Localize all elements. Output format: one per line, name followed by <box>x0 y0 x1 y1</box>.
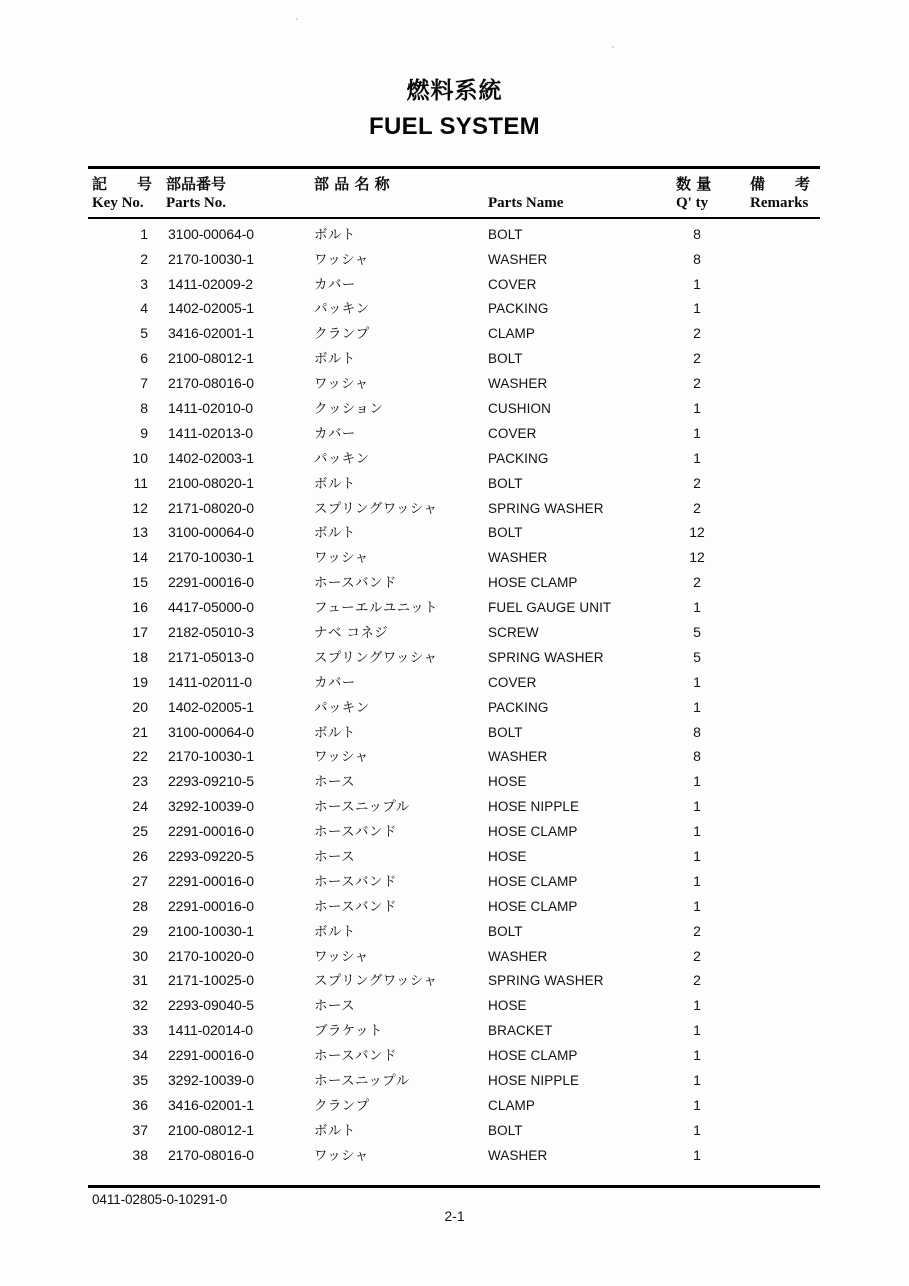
cell-part-name-en: SCREW <box>488 625 539 640</box>
table-row <box>88 998 820 1023</box>
cell-part-no: 4417-05000-0 <box>168 599 254 616</box>
cell-part-no: 2293-09040-5 <box>168 997 254 1014</box>
cell-part-name-jp: ワッシャ <box>314 948 369 965</box>
cell-quantity: 1 <box>693 1096 701 1113</box>
scan-speckle <box>612 46 614 48</box>
cell-part-no: 1402-02005-1 <box>168 300 254 317</box>
cell-part-name-en: HOSE CLAMP <box>488 1048 578 1064</box>
cell-part-name-jp: パッキン <box>314 301 370 318</box>
cell-quantity: 1 <box>693 698 701 715</box>
footer-rule <box>88 1185 820 1188</box>
cell-quantity: 8 <box>693 748 701 765</box>
cell-quantity: 1 <box>693 1047 701 1064</box>
cell-part-name-en: COVER <box>488 276 537 292</box>
cell-quantity: 2 <box>693 972 701 989</box>
cell-part-name-en: COVER <box>488 425 537 441</box>
cell-part-name-en: BOLT <box>488 351 523 367</box>
page-title-japanese: 燃料系統 <box>406 78 503 104</box>
cell-part-name-en: BOLT <box>488 923 523 939</box>
cell-quantity: 1 <box>693 1072 701 1089</box>
table-row <box>88 600 820 625</box>
table-row <box>88 401 820 426</box>
cell-quantity: 2 <box>693 325 701 342</box>
cell-part-no: 2170-08016-0 <box>168 1146 254 1163</box>
table-row <box>88 1148 820 1173</box>
cell-part-name-en: BRACKET <box>488 1023 553 1039</box>
cell-key-no: 15 <box>132 574 148 591</box>
cell-part-name-en: HOSE <box>488 849 527 865</box>
cell-key-no: 13 <box>132 524 148 541</box>
cell-part-name-jp: ホースバンド <box>314 824 397 841</box>
cell-part-name-jp: パッキン <box>314 450 370 467</box>
footer-document-number: 0411-02805-0-10291-0 <box>92 1192 228 1207</box>
column-header-parts-name-jp: 部 品 名 称 <box>314 175 390 193</box>
cell-part-no: 3416-02001-1 <box>168 325 254 342</box>
table-body <box>88 219 820 1173</box>
cell-part-no: 2293-09210-5 <box>168 773 254 790</box>
cell-part-name-en: WASHER <box>488 749 548 765</box>
cell-part-name-en: SPRING WASHER <box>488 500 604 516</box>
cell-part-name-jp: クッション <box>314 400 384 417</box>
cell-quantity: 8 <box>693 225 701 242</box>
footer-page-number: 2-1 <box>444 1208 465 1224</box>
table-row <box>88 700 820 725</box>
cell-quantity: 1 <box>693 848 701 865</box>
cell-quantity: 1 <box>693 773 701 790</box>
cell-part-no: 2171-10025-0 <box>168 972 254 989</box>
cell-part-no: 1402-02003-1 <box>168 449 254 466</box>
cell-part-name-jp: ボルト <box>314 226 356 243</box>
cell-quantity: 1 <box>693 599 701 616</box>
cell-part-no: 1411-02009-2 <box>168 275 253 292</box>
cell-key-no: 14 <box>132 549 148 566</box>
cell-part-name-en: HOSE CLAMP <box>488 575 578 591</box>
table-row <box>88 227 820 252</box>
cell-part-no: 3100-00064-0 <box>168 723 254 740</box>
cell-key-no: 10 <box>132 449 148 466</box>
cell-part-name-en: SPRING WASHER <box>488 649 604 665</box>
cell-part-name-jp: ブラケット <box>314 1023 383 1040</box>
cell-part-no: 2291-00016-0 <box>168 872 254 889</box>
table-row <box>88 1073 820 1098</box>
table-row <box>88 426 820 451</box>
cell-quantity: 1 <box>693 424 701 441</box>
cell-key-no: 4 <box>140 300 148 317</box>
cell-part-name-jp: ボルト <box>314 1122 356 1139</box>
cell-part-no: 2170-10030-1 <box>168 748 254 765</box>
table-row <box>88 525 820 550</box>
cell-part-name-jp: カバー <box>314 276 356 293</box>
cell-part-name-en: WASHER <box>488 948 548 964</box>
cell-key-no: 27 <box>132 872 148 889</box>
cell-key-no: 6 <box>140 350 148 367</box>
cell-key-no: 34 <box>132 1047 148 1064</box>
table-row <box>88 824 820 849</box>
table-row <box>88 899 820 924</box>
cell-part-name-jp: フューエルユニット <box>314 600 438 617</box>
cell-part-no: 2171-05013-0 <box>168 648 254 665</box>
column-header-quantity: 数 量 Q' ty <box>676 175 712 212</box>
table-row <box>88 774 820 799</box>
cell-key-no: 20 <box>132 698 148 715</box>
cell-part-name-en: FUEL GAUGE UNIT <box>488 600 612 616</box>
cell-part-no: 2291-00016-0 <box>168 897 254 914</box>
column-header-remarks: 備 考 Remarks <box>750 175 811 212</box>
cell-part-name-jp: ホースバンド <box>314 898 397 915</box>
table-row <box>88 1123 820 1148</box>
cell-part-name-en: HOSE NIPPLE <box>488 799 580 815</box>
cell-part-no: 1411-02013-0 <box>168 424 253 441</box>
table-row <box>88 949 820 974</box>
table-row <box>88 749 820 774</box>
cell-part-no: 2100-10030-1 <box>168 922 254 939</box>
cell-part-no: 2170-10030-1 <box>168 549 254 566</box>
cell-part-name-en: WASHER <box>488 376 548 392</box>
cell-quantity: 2 <box>693 474 701 491</box>
cell-quantity: 5 <box>693 648 701 665</box>
cell-part-name-jp: ホース <box>314 998 356 1015</box>
cell-quantity: 1 <box>693 449 701 466</box>
table-row <box>88 326 820 351</box>
cell-part-name-en: BOLT <box>488 475 523 491</box>
cell-part-no: 2170-08016-0 <box>168 375 254 392</box>
cell-part-no: 2291-00016-0 <box>168 574 254 591</box>
cell-part-name-en: HOSE NIPPLE <box>488 1073 580 1089</box>
table-row <box>88 351 820 376</box>
cell-quantity: 1 <box>693 300 701 317</box>
cell-part-name-en: HOSE <box>488 998 527 1014</box>
page-title-block <box>0 78 909 141</box>
table-header-row <box>88 169 820 217</box>
cell-part-name-jp: パッキン <box>314 699 370 716</box>
cell-part-no: 2291-00016-0 <box>168 1047 254 1064</box>
table-row <box>88 277 820 302</box>
cell-key-no: 2 <box>140 250 148 267</box>
cell-key-no: 33 <box>132 1022 148 1039</box>
cell-key-no: 25 <box>132 823 148 840</box>
cell-part-no: 3100-00064-0 <box>168 524 254 541</box>
cell-part-name-en: WASHER <box>488 251 548 267</box>
cell-part-name-en: PACKING <box>488 450 549 466</box>
table-row <box>88 650 820 675</box>
cell-key-no: 22 <box>132 748 148 765</box>
cell-part-name-en: HOSE CLAMP <box>488 898 578 914</box>
cell-part-name-jp: ホースバンド <box>314 1048 397 1065</box>
cell-part-name-jp: ワッシャ <box>314 550 369 567</box>
cell-part-name-en: HOSE CLAMP <box>488 824 578 840</box>
column-header-key-no: 記 号 Key No. <box>92 175 153 212</box>
table-row <box>88 924 820 949</box>
cell-part-no: 2291-00016-0 <box>168 823 254 840</box>
cell-part-name-en: HOSE <box>488 774 527 790</box>
cell-part-name-en: CLAMP <box>488 1097 536 1113</box>
table-row <box>88 849 820 874</box>
cell-part-name-en: CUSHION <box>488 400 551 416</box>
cell-part-no: 2293-09220-5 <box>168 848 254 865</box>
cell-quantity: 1 <box>693 997 701 1014</box>
cell-quantity: 1 <box>693 1146 701 1163</box>
cell-part-name-en: HOSE CLAMP <box>488 873 578 889</box>
cell-quantity: 1 <box>693 399 701 416</box>
cell-part-name-jp: ボルト <box>314 923 356 940</box>
cell-part-no: 1411-02010-0 <box>168 399 253 416</box>
cell-part-name-jp: クランプ <box>314 326 370 343</box>
cell-part-name-jp: スプリングワッシャ <box>314 649 438 666</box>
table-row <box>88 1098 820 1123</box>
cell-part-no: 2170-10030-1 <box>168 250 254 267</box>
cell-part-name-en: COVER <box>488 674 537 690</box>
cell-part-name-en: PACKING <box>488 699 549 715</box>
page-title-english: FUEL SYSTEM <box>369 113 540 141</box>
cell-quantity: 2 <box>693 922 701 939</box>
table-row <box>88 476 820 501</box>
cell-key-no: 38 <box>132 1146 148 1163</box>
table-row <box>88 874 820 899</box>
table-row <box>88 625 820 650</box>
cell-quantity: 1 <box>693 1121 701 1138</box>
cell-part-name-jp: ホースバンド <box>314 873 397 890</box>
cell-part-name-en: BOLT <box>488 226 523 242</box>
cell-quantity: 1 <box>693 673 701 690</box>
table-row <box>88 973 820 998</box>
table-row <box>88 1048 820 1073</box>
cell-part-name-jp: ワッシャ <box>314 251 369 268</box>
cell-part-no: 3292-10039-0 <box>168 1072 254 1089</box>
cell-quantity: 1 <box>693 1022 701 1039</box>
cell-key-no: 17 <box>132 624 148 640</box>
table-row <box>88 725 820 750</box>
cell-key-no: 36 <box>132 1096 148 1113</box>
cell-quantity: 1 <box>693 872 701 889</box>
cell-part-name-en: CLAMP <box>488 326 536 342</box>
cell-key-no: 11 <box>133 474 148 491</box>
cell-key-no: 24 <box>132 798 148 815</box>
parts-table <box>88 166 820 1173</box>
cell-part-name-en: BOLT <box>488 724 523 740</box>
cell-part-name-jp: ワッシャ <box>314 1147 369 1164</box>
cell-part-no: 2170-10020-0 <box>168 947 254 964</box>
scan-speckle <box>296 18 298 20</box>
table-row <box>88 799 820 824</box>
cell-part-no: 3100-00064-0 <box>168 225 254 242</box>
cell-part-no: 3416-02001-1 <box>168 1096 254 1113</box>
cell-part-name-jp: ボルト <box>314 475 356 492</box>
cell-key-no: 8 <box>140 399 148 416</box>
cell-part-name-en: BOLT <box>488 525 523 541</box>
cell-part-name-en: WASHER <box>488 1147 548 1163</box>
column-header-parts-name-en: Parts Name <box>488 195 564 212</box>
cell-part-no: 2182-05010-3 <box>168 624 254 640</box>
cell-part-name-jp: ホース <box>314 849 356 866</box>
cell-quantity: 2 <box>693 350 701 367</box>
cell-key-no: 37 <box>132 1121 148 1138</box>
cell-key-no: 19 <box>132 673 148 690</box>
cell-quantity: 8 <box>693 250 701 267</box>
cell-part-no: 2100-08020-1 <box>168 474 254 491</box>
cell-quantity: 12 <box>689 549 705 566</box>
cell-quantity: 2 <box>693 947 701 964</box>
cell-part-name-jp: ホースバンド <box>314 575 397 592</box>
cell-key-no: 7 <box>140 375 148 392</box>
cell-part-no: 1402-02005-1 <box>168 698 254 715</box>
cell-part-name-en: PACKING <box>488 301 549 317</box>
cell-key-no: 9 <box>140 424 148 441</box>
cell-part-no: 2100-08012-1 <box>168 350 254 367</box>
cell-quantity: 1 <box>693 823 701 840</box>
cell-part-name-jp: ボルト <box>314 724 356 741</box>
cell-part-name-jp: スプリングワッシャ <box>314 500 438 517</box>
table-row <box>88 252 820 277</box>
cell-quantity: 2 <box>693 375 701 392</box>
cell-key-no: 32 <box>132 997 148 1014</box>
table-row <box>88 1023 820 1048</box>
cell-part-name-jp: ナベ コネジ <box>314 625 389 641</box>
cell-quantity: 8 <box>693 723 701 740</box>
cell-part-name-jp: クランプ <box>314 1097 370 1114</box>
cell-key-no: 3 <box>140 275 148 292</box>
cell-part-name-jp: カバー <box>314 425 356 442</box>
cell-key-no: 35 <box>132 1072 148 1089</box>
cell-quantity: 1 <box>693 897 701 914</box>
cell-part-name-en: WASHER <box>488 550 548 566</box>
cell-quantity: 5 <box>693 624 701 640</box>
cell-quantity: 1 <box>693 798 701 815</box>
table-row <box>88 675 820 700</box>
cell-part-name-en: BOLT <box>488 1122 523 1138</box>
table-row <box>88 501 820 526</box>
cell-part-no: 2100-08012-1 <box>168 1121 254 1138</box>
cell-part-name-jp: ボルト <box>314 351 356 368</box>
cell-key-no: 18 <box>132 648 148 665</box>
cell-part-name-jp: スプリングワッシャ <box>314 973 438 990</box>
cell-part-name-jp: ワッシャ <box>314 376 369 393</box>
cell-key-no: 21 <box>132 723 148 740</box>
cell-key-no: 12 <box>132 499 148 516</box>
cell-key-no: 23 <box>132 773 148 790</box>
cell-part-name-jp: ボルト <box>314 525 356 542</box>
cell-part-name-jp: ワッシャ <box>314 749 369 766</box>
table-row <box>88 301 820 326</box>
table-row <box>88 451 820 476</box>
cell-key-no: 30 <box>132 947 148 964</box>
cell-part-no: 2171-08020-0 <box>168 499 254 516</box>
table-row <box>88 376 820 401</box>
cell-key-no: 16 <box>132 599 148 616</box>
cell-quantity: 2 <box>693 499 701 516</box>
cell-key-no: 31 <box>132 972 148 989</box>
cell-key-no: 29 <box>132 922 148 939</box>
cell-part-name-jp: ホースニップル <box>314 1073 410 1090</box>
table-row <box>88 550 820 575</box>
cell-part-name-en: SPRING WASHER <box>488 973 604 989</box>
cell-part-name-jp: カバー <box>314 674 356 691</box>
cell-key-no: 26 <box>132 848 148 865</box>
cell-key-no: 28 <box>132 897 148 914</box>
cell-part-name-jp: ホースニップル <box>314 799 410 816</box>
cell-quantity: 12 <box>689 524 705 541</box>
cell-quantity: 2 <box>693 574 701 591</box>
cell-part-no: 3292-10039-0 <box>168 798 254 815</box>
cell-key-no: 1 <box>140 225 148 242</box>
column-header-parts-no: 部品番号 Parts No. <box>166 175 227 212</box>
cell-quantity: 1 <box>693 275 701 292</box>
cell-key-no: 5 <box>140 325 148 342</box>
table-row <box>88 575 820 600</box>
cell-part-no: 1411-02014-0 <box>168 1022 253 1039</box>
cell-part-name-jp: ホース <box>314 774 356 791</box>
cell-part-no: 1411-02011-0 <box>168 673 252 690</box>
